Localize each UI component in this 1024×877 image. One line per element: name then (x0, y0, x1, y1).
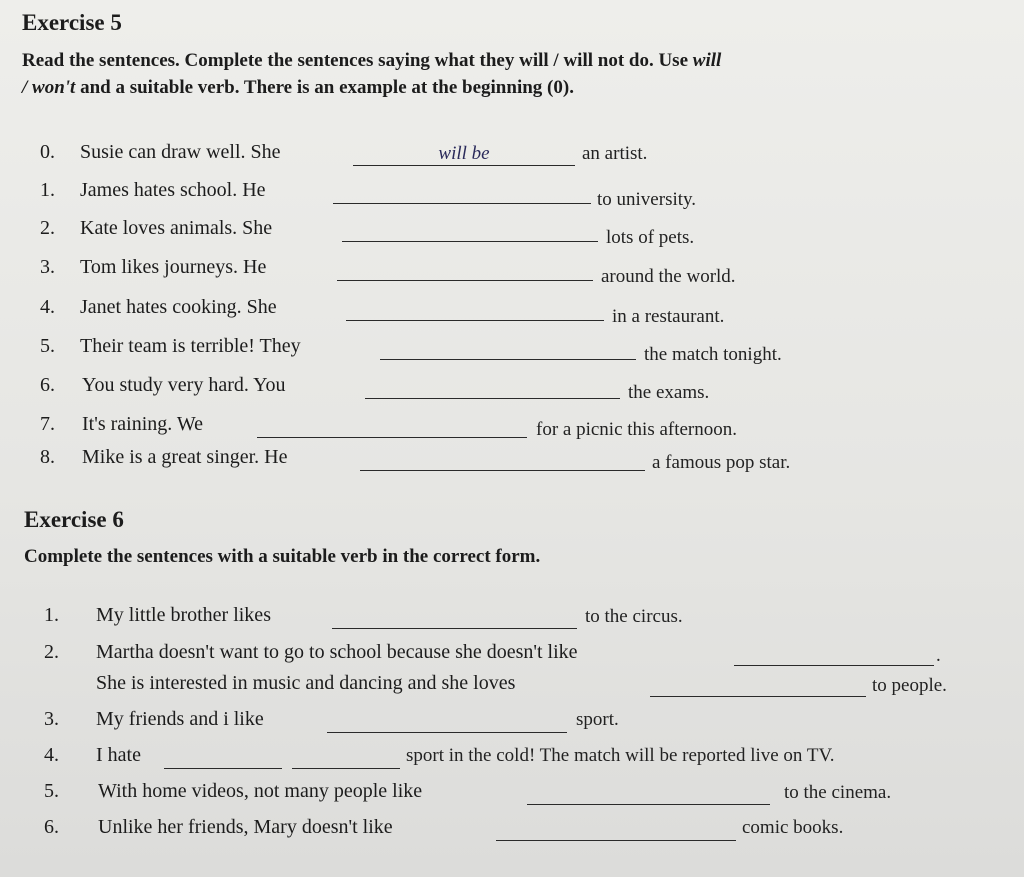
exercise-5-title: Exercise 5 (22, 10, 122, 35)
item-text: She is interested in music and dancing and she loves (96, 672, 516, 694)
ex5-item-1 (40, 179, 940, 210)
ex6-item-5 (44, 780, 1004, 808)
item-number: 0. (40, 141, 55, 163)
item-tail: an artist. (582, 143, 648, 164)
item-text: James hates school. He (80, 179, 266, 201)
item-tail: around the world. (601, 266, 736, 287)
item-number: 7. (40, 413, 55, 435)
item-number: 8. (40, 446, 55, 468)
item-tail: to people. (872, 675, 947, 696)
answer-blank-part-2[interactable] (292, 746, 400, 769)
ex6-item-2 (44, 641, 1004, 669)
item-text: You study very hard. You (82, 374, 286, 396)
item-number: 6. (40, 374, 55, 396)
item-number: 5. (40, 335, 55, 357)
ex5-item-2 (40, 217, 940, 248)
item-tail: sport in the cold! The match will be reported live on TV. (406, 745, 835, 766)
item-number: 3. (44, 708, 59, 730)
item-text: Mike is a great singer. He (82, 446, 288, 468)
answer-blank[interactable] (342, 219, 598, 242)
item-tail: sport. (576, 709, 619, 730)
item-tail: for a picnic this afternoon. (536, 419, 738, 440)
item-tail: to university. (597, 189, 697, 210)
item-text: Kate loves animals. She (80, 217, 273, 239)
item-text: Martha doesn't want to go to school because she doesn't like (96, 641, 578, 663)
ex5-item-4 (40, 296, 940, 327)
item-tail: a famous pop star. (652, 452, 791, 473)
instruction-text-rest: and a suitable verb. There is an example at the beginning (0). (80, 77, 574, 98)
answer-blank[interactable] (333, 181, 591, 204)
item-tail: in a restaurant. (612, 306, 725, 327)
instruction-will: will (692, 50, 722, 71)
item-number: 2. (44, 641, 59, 663)
answer-blank[interactable] (327, 710, 567, 733)
instruction-text: Read the sentences. Complete the sentences saying what they will / will not do. Use (22, 50, 689, 71)
item-text: Unlike her friends, Mary doesn't like (98, 816, 393, 838)
item-number: 2. (40, 217, 55, 239)
answer-blank[interactable] (650, 674, 866, 697)
item-number: 4. (44, 744, 59, 766)
ex5-item-6 (40, 374, 940, 402)
ex6-item-2b (44, 672, 1004, 700)
ex5-item-3 (40, 256, 940, 287)
answer-blank[interactable] (257, 415, 527, 438)
item-tail: comic books. (742, 817, 844, 838)
exercise-6-instruction: Complete the sentences with a suitable verb in the correct form. (24, 546, 541, 567)
item-text: Their team is terrible! They (80, 335, 301, 357)
answer-blank[interactable] (360, 448, 645, 471)
ex6-item-1 (44, 604, 1004, 632)
ex5-item-7 (40, 413, 940, 441)
ex5-item-5 (40, 335, 940, 363)
answer-blank-filled[interactable]: will be (353, 143, 575, 166)
answer-blank[interactable] (496, 818, 736, 841)
item-tail: the exams. (628, 382, 710, 403)
answer-blank[interactable] (332, 606, 577, 629)
item-number: 1. (40, 179, 55, 201)
answer-blank[interactable] (365, 376, 620, 399)
ex6-item-6 (44, 816, 1004, 844)
item-tail: lots of pets. (606, 227, 695, 248)
exercise-5-instruction (22, 47, 1002, 101)
answer-blank[interactable] (734, 643, 934, 666)
answer-blank-part-1[interactable] (164, 746, 282, 769)
exercise-6-title: Exercise 6 (24, 507, 124, 532)
item-tail: the match tonight. (644, 344, 782, 365)
ex6-item-3 (44, 708, 1004, 736)
item-number: 4. (40, 296, 55, 318)
item-text: My little brother likes (96, 604, 271, 626)
item-tail: to the circus. (585, 606, 683, 627)
ex5-item-0 (40, 141, 940, 169)
answer-blank[interactable] (527, 782, 770, 805)
item-text: I hate (96, 744, 141, 766)
instruction-wont: / won't (22, 77, 76, 98)
ex6-item-4 (44, 744, 1004, 772)
answer-blank[interactable] (337, 258, 593, 281)
item-text: Janet hates cooking. She (80, 296, 277, 318)
answer-blank[interactable] (346, 298, 604, 321)
item-number: 3. (40, 256, 55, 278)
item-text: Tom likes journeys. He (80, 256, 267, 278)
ex5-item-8 (40, 446, 940, 474)
item-text: With home videos, not many people like (98, 780, 423, 802)
item-text: It's raining. We (82, 413, 204, 435)
item-number: 1. (44, 604, 59, 626)
item-text: Susie can draw well. She (80, 141, 281, 163)
item-tail: . (936, 645, 941, 666)
item-text: My friends and i like (96, 708, 264, 730)
item-tail: to the cinema. (784, 782, 892, 803)
item-number: 6. (44, 816, 59, 838)
item-number: 5. (44, 780, 59, 802)
answer-blank[interactable] (380, 337, 636, 360)
